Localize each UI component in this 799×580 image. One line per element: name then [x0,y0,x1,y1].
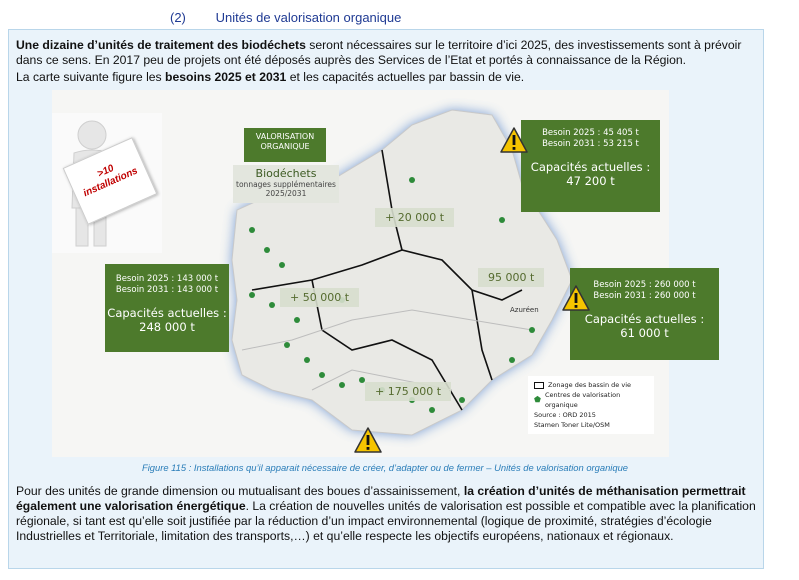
centre-marker [339,382,345,388]
increment-label: + 20 000 t [375,208,454,227]
centre-marker [264,247,270,253]
paragraph-3 [16,484,758,544]
paragraph-2-bold: besoins 2025 et 2031 [165,70,287,84]
centre-marker [459,397,465,403]
besoin-2031: Besoin 2031 : 260 000 t [593,291,696,301]
biodechets-title: Biodéchets [255,167,317,180]
legend-source: Source : ORD 2015 [534,411,596,419]
centre-marker [429,407,435,413]
centre-marker [409,177,415,183]
paragraph-3-text-b: . La création de nouvelles unités de valorisation est possible et compatible avec la planification régionale, si tant est qu’elle soit justifiée par la réduction d’un impact environnemental (logique de proximité, stratégies d’écologie Industrielles et Territoriale, limitation des transports,…) et qu’elle respecte les objectifs européens, nationaux et régionaux. [16,499,756,543]
map-legend [528,376,654,434]
centre-marker [249,292,255,298]
paragraph-2-text-b: et les capacités actuelles par bassin de vie. [286,70,525,84]
warning-icon [500,126,528,154]
biodechets-box [233,165,339,203]
warning-icon [354,426,382,454]
section-title: Unités de valorisation organique [215,10,402,25]
capacity-box-north [521,120,660,212]
paragraph-1-text: seront nécessaires sur le territoire d’ici 2025, des investissements sont à prévoir dans ce sens. En 2017 peu de projets ont été déposés auprès des Services de l’Etat et portés à connaissance de la Région. [16,38,742,67]
legend-credit: Stamen Toner Lite/OSM [534,421,610,429]
paragraph-2 [16,70,758,85]
paragraph-1-bold: Une dizaine d’unités de traitement des biodéchets [16,38,306,52]
capacity-value: 248 000 t [139,320,195,334]
valorisation-title-box: VALORISATION ORGANIQUE [244,128,326,162]
legend-zone [534,380,648,390]
besoin-2025: Besoin 2025 : 143 000 t [115,274,219,284]
warning-icon [562,284,590,312]
centre-marker [529,327,535,333]
capacity-label: Capacités actuelles : [584,312,705,326]
capacity-value: 61 000 t [620,326,669,340]
capacity-label: Capacités actuelles : [530,160,651,174]
increment-label: + 175 000 t [365,382,451,401]
figure-caption: Figure 115 : Installations qu’il apparait nécessaire de créer, d’adapter ou de fermer – Unités de valorisation organique [141,462,629,473]
section-number: (2) [170,10,186,25]
capacity-box-west [105,264,229,352]
increment-label: + 50 000 t [280,288,359,307]
centre-marker [509,357,515,363]
biodechets-subtitle: tonnages supplémentaires 2025/2031 [236,180,336,198]
besoin-2031: Besoin 2031 : 53 215 t [542,139,639,149]
capacity-box-east [570,268,719,360]
paragraph-2-text-a: La carte suivante figure les [16,70,166,84]
centre-marker [294,317,300,323]
section-heading [170,10,401,25]
capacity-label: Capacités actuelles : [107,306,227,320]
increment-label: 95 000 t [478,268,544,287]
zone-swatch-icon [534,382,544,389]
legend-centres-label: Centres de valorisation organique [544,391,621,409]
besoin-2031: Besoin 2031 : 143 000 t [115,285,219,295]
centre-marker [269,302,275,308]
centre-marker [284,342,290,348]
paragraph-3-text-a: Pour des unités de grande dimension ou mutualisant des boues d’assainissement, [16,484,464,498]
installations-sign: >10 installations [63,137,158,225]
besoin-2025: Besoin 2025 : 45 405 t [542,128,639,138]
city-label: Azuréen [510,306,539,314]
centre-marker [319,372,325,378]
capacity-value: 47 200 t [566,174,615,188]
legend-centres [534,390,648,410]
pentagon-icon: ⬟ [534,395,541,404]
centre-marker [249,227,255,233]
centre-marker [279,262,285,268]
centre-marker [304,357,310,363]
besoin-2025: Besoin 2025 : 260 000 t [593,280,696,290]
paragraph-3-bold: la création d’unités de méthanisation permettrait également une valorisation énergétique [16,484,746,513]
paragraph-1 [16,38,758,68]
legend-zone-label: Zonage des bassin de vie [548,381,632,389]
centre-marker [499,217,505,223]
